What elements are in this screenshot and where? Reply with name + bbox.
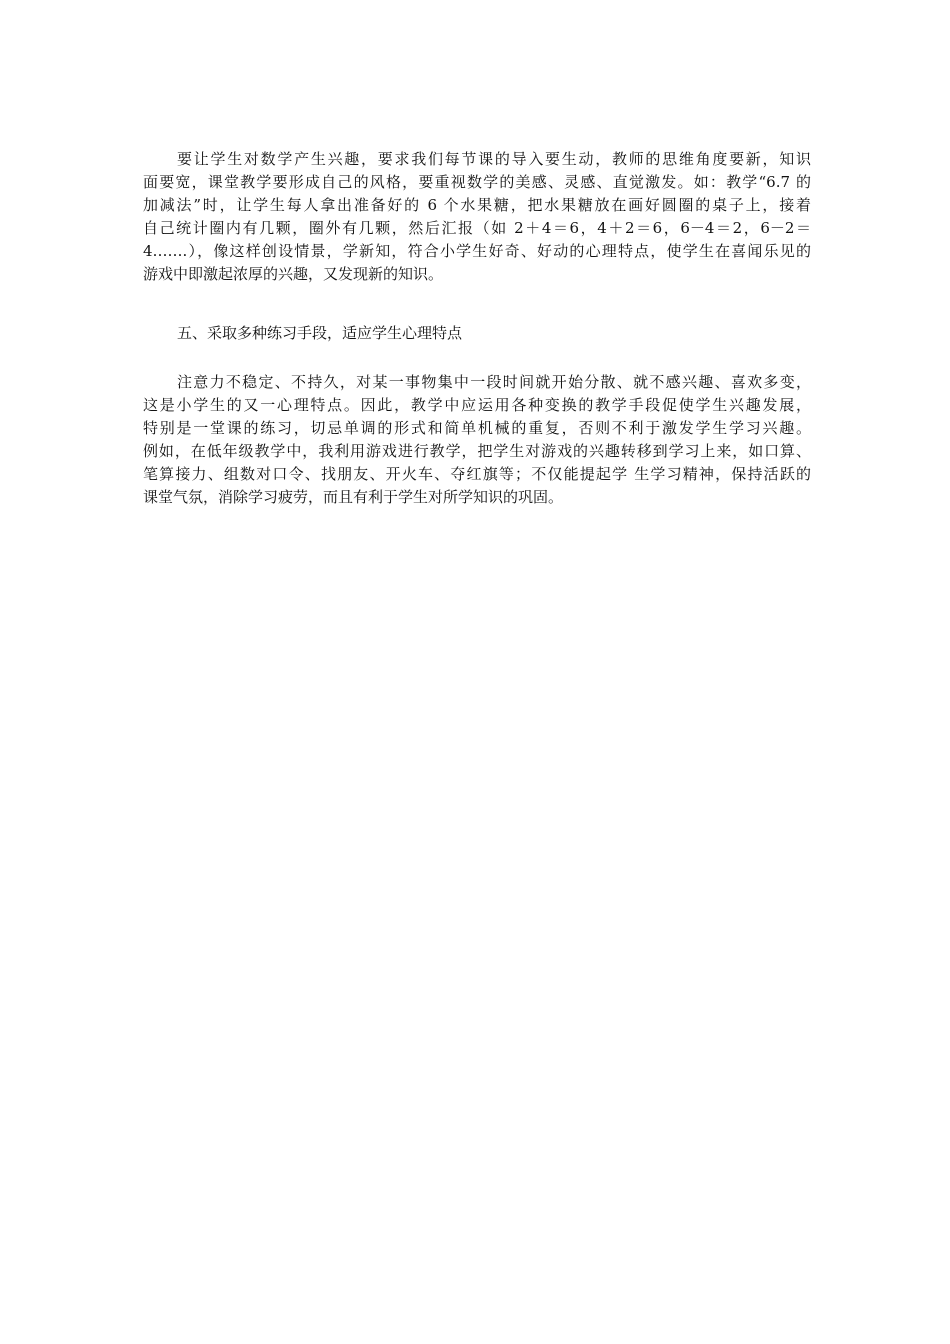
paragraph-line: 笔算接力、组数对口令、找朋友、开火车、夺红旗等；不仅能提起学 生学习精神，保持活跃的 [143, 465, 811, 483]
paragraph-line: 游戏中即激起浓厚的兴趣，又发现新的知识。 [143, 265, 444, 283]
paragraph-practice-methods [143, 371, 811, 509]
paragraph-line: 4…….），像这样创设情景，学新知，符合小学生好奇、好动的心理特点，使学生在喜闻乐见的 [143, 242, 811, 260]
paragraph-line: 课堂气氛，消除学习疲劳，而且有利于学生对所学知识的巩固。 [143, 488, 564, 506]
paragraph-line: 注意力不稳定、不持久，对某一事物集中一段时间就开始分散、就不感兴趣、喜欢多变， [177, 373, 811, 391]
paragraph-line: 面要宽，课堂教学要形成自己的风格，要重视数学的美感、灵感、直觉激发。如：教学“6.7 的 [143, 173, 811, 191]
paragraph-line: 加减法”时，让学生每人拿出准备好的 6 个水果糖，把水果糖放在画好圆圈的桌子上，接着 [143, 196, 811, 214]
paragraph-line: 这是小学生的又一心理特点。因此，教学中应运用各种变换的教学手段促使学生兴趣发展， [143, 396, 811, 414]
paragraph-line: 例如，在低年级教学中，我利用游戏进行教学，把学生对游戏的兴趣转移到学习上来，如口算、 [143, 442, 811, 460]
paragraph-interest-introduction [143, 148, 811, 286]
section-heading: 五、采取多种练习手段，适应学生心理特点 [177, 324, 463, 342]
document-body [143, 148, 811, 509]
paragraph-spacer [143, 286, 811, 322]
paragraph-line: 要让学生对数学产生兴趣，要求我们每节课的导入要生动，教师的思维角度要新，知识 [177, 150, 811, 168]
paragraph-spacer [143, 345, 811, 371]
paragraph-line: 自己统计圈内有几颗，圈外有几颗，然后汇报（如 2＋4＝6，4＋2＝6，6－4＝2，6－2＝ [143, 219, 811, 237]
paragraph-line: 特别是一堂课的练习，切忌单调的形式和简单机械的重复，否则不利于激发学生学习兴趣。 [143, 419, 811, 437]
